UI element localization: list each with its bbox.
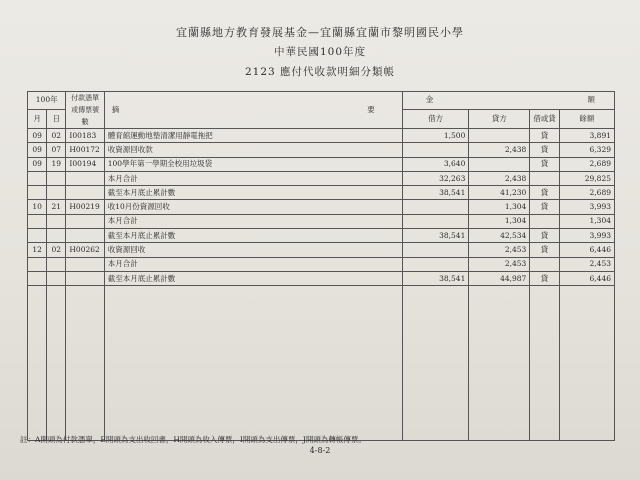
cell-voucher: H00219 xyxy=(66,200,104,214)
table-row xyxy=(28,214,615,228)
cell-voucher xyxy=(66,171,104,185)
cell-month xyxy=(28,214,47,228)
cell-credit: 2,438 xyxy=(469,171,530,185)
cell-month: 10 xyxy=(28,200,47,214)
cell-debit xyxy=(402,200,469,214)
cell-summary: 截至本月底止累計數 xyxy=(104,229,402,243)
cell-summary: 100學年第一學期全校用垃圾袋 xyxy=(104,157,402,171)
cell-voucher xyxy=(66,214,104,228)
cell-month xyxy=(28,271,47,285)
cell-voucher xyxy=(66,229,104,243)
table-header-row-1 xyxy=(28,92,615,110)
cell-summary: 本月合計 xyxy=(104,171,402,185)
month-header: 月 xyxy=(28,109,47,128)
cell-day: 21 xyxy=(47,200,66,214)
cell-day xyxy=(47,186,66,200)
amount-header-right: 額 xyxy=(587,95,595,105)
cell-credit: 2,438 xyxy=(469,143,530,157)
table-row xyxy=(28,157,615,171)
table-row xyxy=(28,171,615,185)
cell-summary: 收10月份資源回收 xyxy=(104,200,402,214)
cell-credit: 2,453 xyxy=(469,243,530,257)
cell-summary: 體育館運動地墊清潔用靜電拖把 xyxy=(104,129,402,143)
cell-debit: 1,500 xyxy=(402,129,469,143)
summary-header xyxy=(104,92,402,129)
cell-balance: 6,446 xyxy=(559,271,614,285)
cell-month: 09 xyxy=(28,129,47,143)
cell-dc xyxy=(530,171,559,185)
page-number: 4-8-2 xyxy=(309,446,331,455)
year-header: 100年 xyxy=(28,92,66,110)
cell-month: 12 xyxy=(28,243,47,257)
cell-summary: 本月合計 xyxy=(104,214,402,228)
cell-voucher: I00183 xyxy=(66,129,104,143)
cell-month xyxy=(28,229,47,243)
cell-credit xyxy=(469,157,530,171)
cell-balance: 29,825 xyxy=(559,171,614,185)
cell-day: 02 xyxy=(47,243,66,257)
table-row xyxy=(28,271,615,285)
credit-header: 貸方 xyxy=(469,109,530,128)
document-title: 宜蘭縣地方教育發展基金—宜蘭縣宜蘭市黎明國民小學 xyxy=(176,26,464,39)
amount-header xyxy=(402,92,614,110)
cell-month: 09 xyxy=(28,157,47,171)
cell-balance: 6,446 xyxy=(559,243,614,257)
cell-voucher: H00262 xyxy=(66,243,104,257)
table-row xyxy=(28,229,615,243)
cell-summary: 本月合計 xyxy=(104,257,402,271)
cell-month xyxy=(28,257,47,271)
cell-credit: 1,304 xyxy=(469,214,530,228)
cell-summary: 截至本月底止累計數 xyxy=(104,186,402,200)
ledger-body xyxy=(28,129,615,286)
cell-credit: 2,453 xyxy=(469,257,530,271)
cell-day xyxy=(47,257,66,271)
table-row xyxy=(28,186,615,200)
cell-credit: 1,304 xyxy=(469,200,530,214)
footer-note: 註：A開頭為付款憑單，E開頭為支出收回書，H開頭為收入傳票，I開頭為支出傳票，J開頭為轉帳傳票。 xyxy=(20,435,366,444)
cell-dc: 貸 xyxy=(530,186,559,200)
cell-dc: 貸 xyxy=(530,271,559,285)
cell-voucher xyxy=(66,271,104,285)
cell-dc xyxy=(530,214,559,228)
cell-month xyxy=(28,186,47,200)
cell-day: 02 xyxy=(47,129,66,143)
cell-dc xyxy=(530,257,559,271)
cell-debit xyxy=(402,214,469,228)
cell-balance: 1,304 xyxy=(559,214,614,228)
summary-header-left: 摘 xyxy=(111,105,120,114)
cell-day xyxy=(47,271,66,285)
cell-balance: 2,689 xyxy=(559,186,614,200)
cell-balance: 3,993 xyxy=(559,229,614,243)
table-row xyxy=(28,129,615,143)
cell-credit: 44,987 xyxy=(469,271,530,285)
cell-month xyxy=(28,171,47,185)
cell-day: 07 xyxy=(47,143,66,157)
cell-day xyxy=(47,171,66,185)
cell-debit: 3,640 xyxy=(402,157,469,171)
debit-header: 借方 xyxy=(402,109,469,128)
cell-debit: 38,541 xyxy=(402,186,469,200)
cell-summary: 收資源回收 xyxy=(104,243,402,257)
cell-debit: 32,263 xyxy=(402,171,469,185)
cell-summary: 截至本月底止累計數 xyxy=(104,271,402,285)
cell-debit xyxy=(402,143,469,157)
table-row xyxy=(28,200,615,214)
voucher-header: 付款憑單或傳票號數 xyxy=(66,92,104,129)
ledger-table xyxy=(27,91,615,441)
dc-header: 借或貸 xyxy=(530,109,559,128)
cell-debit: 38,541 xyxy=(402,229,469,243)
cell-day xyxy=(47,229,66,243)
cell-dc: 貸 xyxy=(530,200,559,214)
cell-debit: 38,541 xyxy=(402,271,469,285)
cell-voucher xyxy=(66,257,104,271)
cell-summary: 收資源回收款 xyxy=(104,143,402,157)
summary-header-right: 要 xyxy=(367,105,375,114)
cell-balance: 2,689 xyxy=(559,157,614,171)
day-header: 日 xyxy=(47,109,66,128)
cell-dc: 貸 xyxy=(530,129,559,143)
table-row xyxy=(28,143,615,157)
cell-balance: 2,453 xyxy=(559,257,614,271)
cell-balance: 6,329 xyxy=(559,143,614,157)
table-row xyxy=(28,257,615,271)
document-year: 中華民國100年度 xyxy=(273,46,367,58)
cell-credit: 42,534 xyxy=(469,229,530,243)
cell-dc: 貸 xyxy=(530,157,559,171)
cell-credit: 41,230 xyxy=(469,186,530,200)
empty-filler-row xyxy=(28,286,615,441)
cell-credit xyxy=(469,129,530,143)
cell-voucher: H00172 xyxy=(66,143,104,157)
table-row xyxy=(28,243,615,257)
cell-voucher xyxy=(66,186,104,200)
balance-header: 餘額 xyxy=(559,109,614,128)
cell-balance: 3,891 xyxy=(559,129,614,143)
cell-voucher: I00194 xyxy=(66,157,104,171)
cell-day: 19 xyxy=(47,157,66,171)
cell-debit xyxy=(402,257,469,271)
cell-dc: 貸 xyxy=(530,229,559,243)
cell-month: 09 xyxy=(28,143,47,157)
cell-day xyxy=(47,214,66,228)
cell-dc: 貸 xyxy=(530,143,559,157)
cell-debit xyxy=(402,243,469,257)
ledger-subtitle: 2123 應付代收款明細分類帳 xyxy=(244,66,396,78)
cell-balance: 3,993 xyxy=(559,200,614,214)
amount-header-left: 金 xyxy=(425,95,434,105)
cell-dc: 貸 xyxy=(530,243,559,257)
